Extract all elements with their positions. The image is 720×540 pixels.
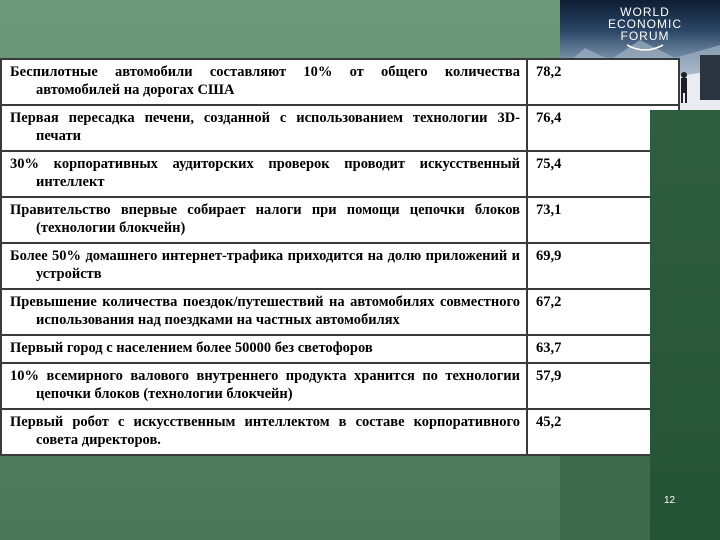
event-cell: [1, 289, 527, 335]
event-cell: [1, 197, 527, 243]
table-row: [1, 335, 679, 363]
logo-line-economic: ECONOMIC: [608, 17, 682, 31]
event-text: Первый робот с искусственным интеллектом в составе корпоративного совета директоров.: [10, 414, 520, 448]
tipping-points-table: [0, 58, 680, 456]
table-row: [1, 409, 679, 455]
table-row: [1, 151, 679, 197]
event-text: Правительство впервые собирает налоги при помощи цепочки блоков (технологии блокчейн): [10, 202, 520, 236]
wef-logo: [600, 6, 690, 53]
event-cell: [1, 335, 527, 363]
score-cell: 45,2: [527, 409, 679, 455]
score-cell: 78,2: [527, 59, 679, 105]
event-text: Более 50% домашнего интернет-трафика приходится на долю приложений и устройств: [10, 248, 520, 282]
score-cell: 63,7: [527, 335, 679, 363]
event-text: 30% корпоративных аудиторских проверок проводит искусственный интеллект: [10, 156, 520, 190]
table-row: [1, 197, 679, 243]
score-cell: 67,2: [527, 289, 679, 335]
event-text: Беспилотные автомобили составляют 10% от общего количества автомобилей на дорогах США: [10, 64, 520, 98]
event-cell: [1, 59, 527, 105]
right-decor-strip: [650, 110, 720, 540]
page-number: 12: [664, 495, 676, 506]
table-row: [1, 243, 679, 289]
score-cell: 57,9: [527, 363, 679, 409]
table-row: [1, 289, 679, 335]
event-cell: [1, 409, 527, 455]
table-row: [1, 59, 679, 105]
event-cell: [1, 151, 527, 197]
event-cell: [1, 105, 527, 151]
table-row: [1, 105, 679, 151]
logo-line-world: WORLD: [620, 5, 670, 19]
event-text: Первый город с населением более 50000 без светофоров: [10, 340, 373, 356]
score-cell: 69,9: [527, 243, 679, 289]
event-cell: [1, 243, 527, 289]
score-cell: 73,1: [527, 197, 679, 243]
table-row: [1, 363, 679, 409]
event-cell: [1, 363, 527, 409]
event-text: 10% всемирного валового внутреннего продукта хранится по технологии цепочки блоков (технологии блокчейн): [10, 368, 520, 402]
event-text: Превышение количества поездок/путешествий на автомобилях совместного использования над поездками на частных автомобилях: [10, 294, 520, 328]
logo-arc-icon: [625, 43, 665, 53]
logo-line-forum: FORUM: [620, 29, 670, 43]
score-cell: 76,4: [527, 105, 679, 151]
score-cell: 75,4: [527, 151, 679, 197]
event-text: Первая пересадка печени, созданной с использованием технологии 3D-печати: [10, 110, 520, 144]
